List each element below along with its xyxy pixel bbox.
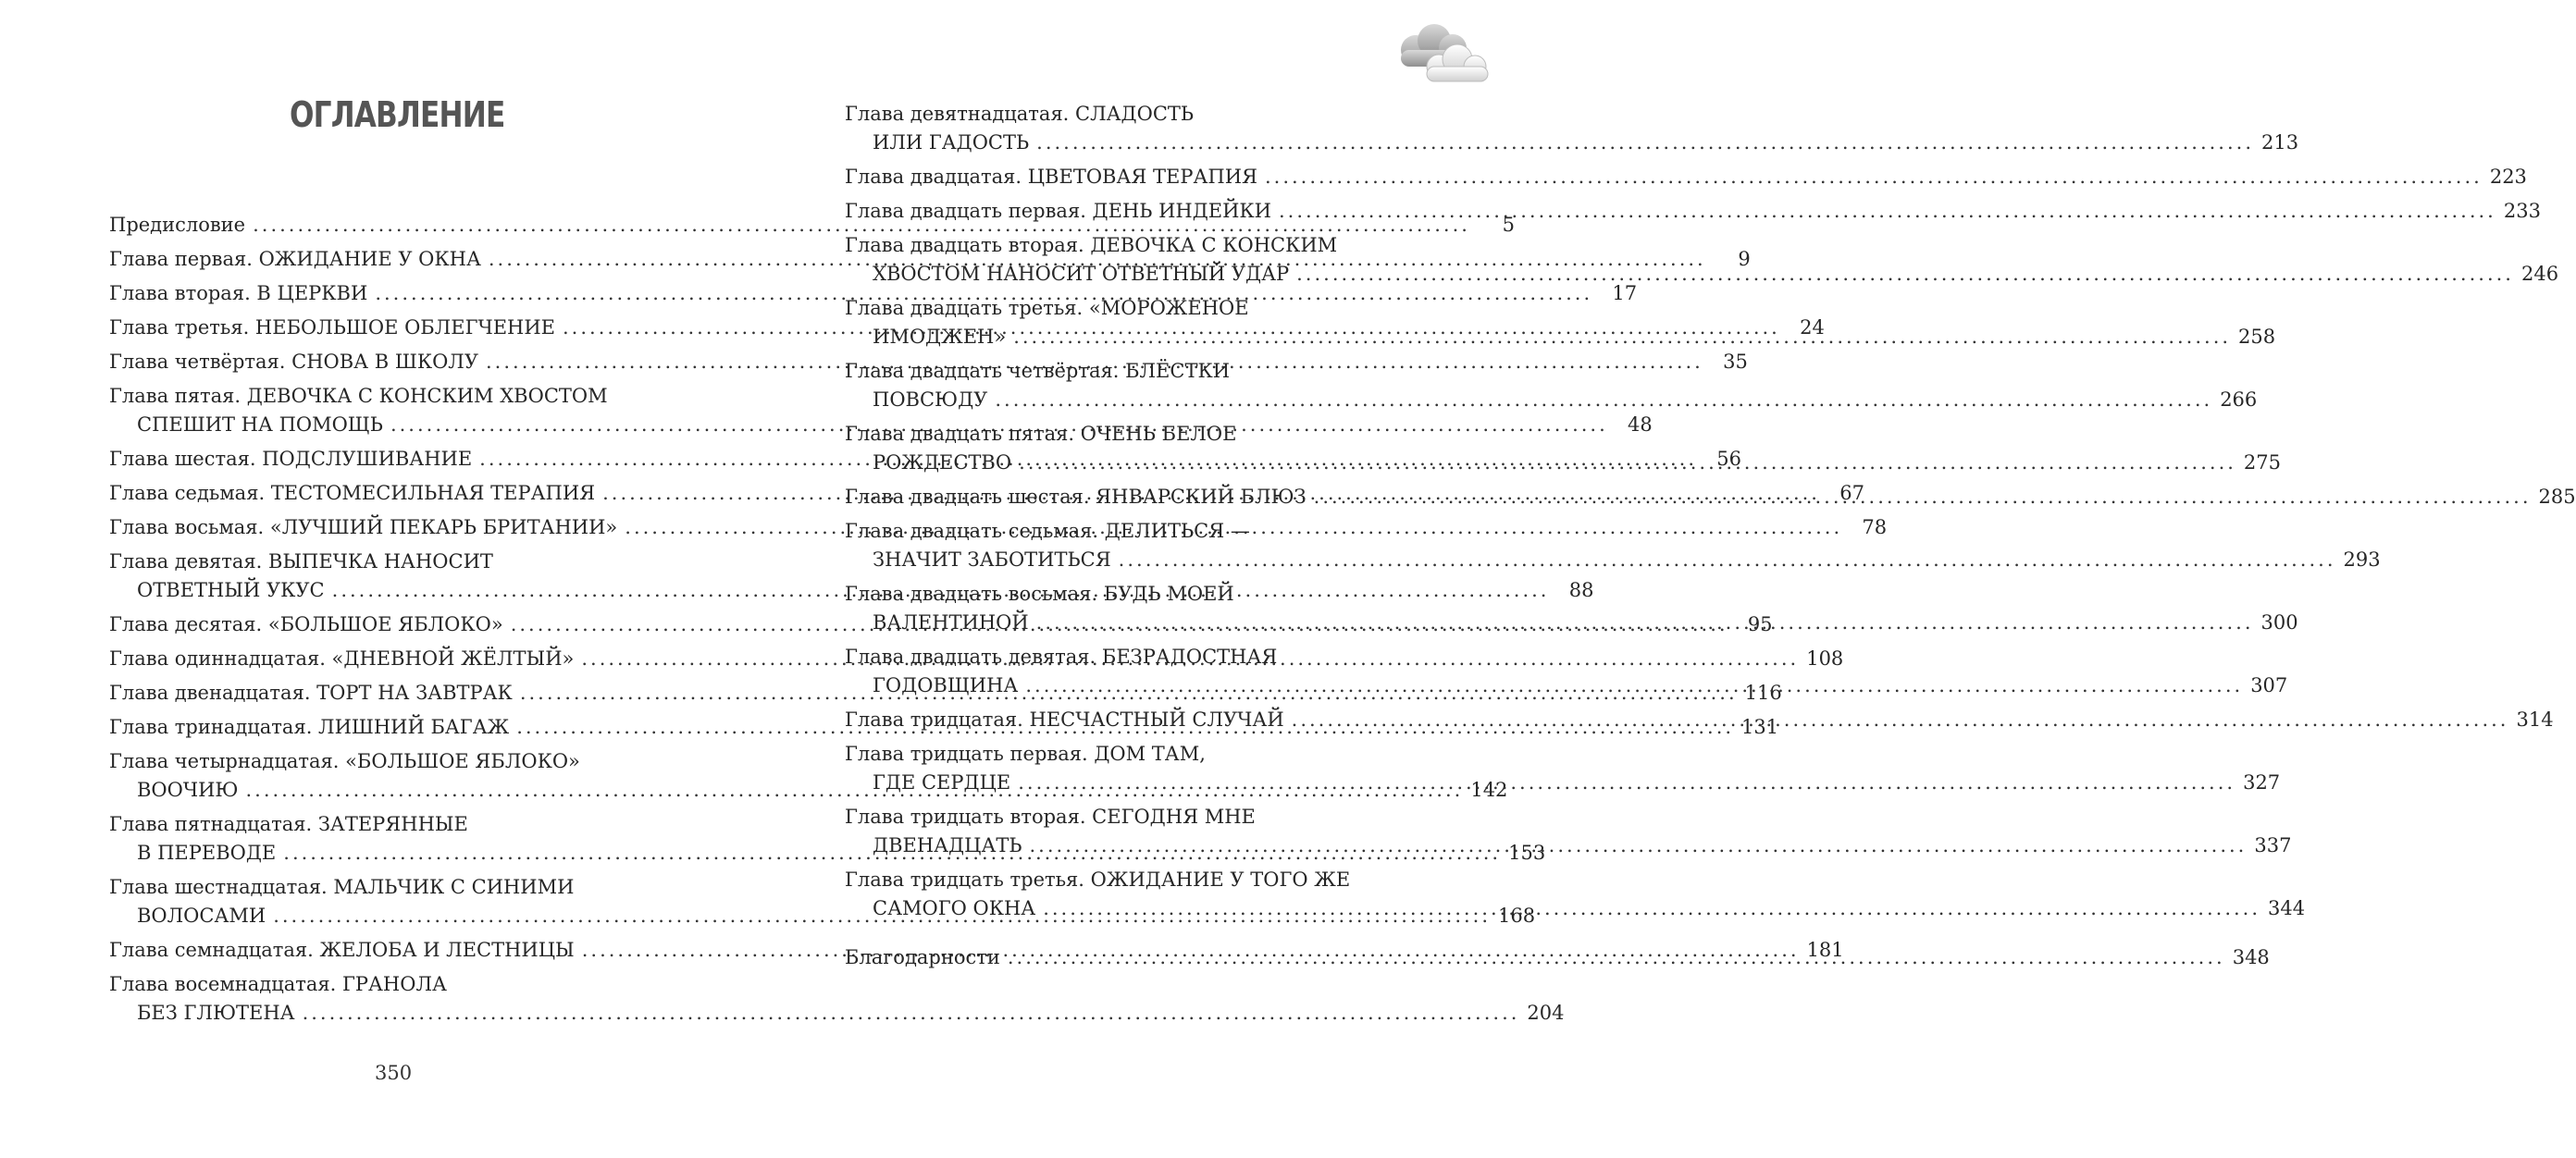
toc-entry-page: 116 [1744,682,1782,704]
toc-entry-title: Глава двадцать девятая. БЕЗРАДОСТНАЯ [845,646,1278,668]
toc-entry-title: ИМОДЖЕН» [873,326,1007,348]
toc-entry-page: 5 [1502,214,1515,236]
toc-entry-page: 95 [1747,613,1773,635]
toc-entry-title: ХВОСТОМ НАНОСИТ ОТВЕТНЫЙ УДАР [873,263,1290,285]
toc-entry-page: 327 [2243,771,2281,794]
toc-entry-title: Глава тридцать третья. ОЖИДАНИЕ У ТОГО ЖЕ [845,868,1351,891]
toc-entry-title: БЕЗ ГЛЮТЕНА [137,1002,295,1024]
toc-entry-title: ГДЕ СЕРДЦЕ [873,771,1011,794]
dot-leader [1043,894,2260,923]
toc-entry-page: 204 [1527,1002,1565,1024]
dot-leader [1292,706,2509,734]
toc-entry-page: 258 [2238,326,2276,348]
toc-entry-title: Глава первая. ОЖИДАНИЕ У ОКНА [109,248,481,270]
toc-entry-title: ИЛИ ГАДОСТЬ [873,131,1030,154]
toc-entry-page: 24 [1800,316,1825,339]
dot-leader [1314,483,2532,511]
toc-entry-page: 213 [2261,131,2299,154]
toc-entry-page: 142 [1470,779,1508,801]
toc-entry-title: Глава тридцать первая. ДОМ ТАМ, [845,743,1206,765]
toc-entry-page: 35 [1723,351,1748,373]
toc-entry [109,970,1565,1028]
toc-entry-page: 300 [2260,611,2298,634]
dot-leader [1030,832,2248,860]
toc-entry-title: Глава двадцать третья. «МОРОЖЕНОЕ [845,297,1249,319]
toc-entry-page: 108 [1806,647,1844,670]
cloud-icon [1388,20,1494,90]
toc-entry-title: Глава третья. НЕБОЛЬШОЕ ОБЛЕГЧЕНИЕ [109,316,555,339]
dot-leader [1279,197,2496,226]
toc-entry-title: ДВЕНАДЦАТЬ [873,834,1022,856]
toc-entry-page: 153 [1508,842,1546,864]
dot-leader [1119,546,2336,574]
toc-entry-title: Глава восемнадцатая. ГРАНОЛА [109,973,447,995]
toc-entry-page: 293 [2343,548,2381,571]
toc-entry-title: Глава четырнадцатая. «БОЛЬШОЕ ЯБЛОКО» [109,750,580,772]
toc-entry-page: 9 [1738,248,1751,270]
toc-entry-page: 67 [1839,482,1864,504]
toc-entry-page: 56 [1716,448,1742,470]
toc-entry-page: 314 [2516,708,2554,731]
toc-entry-title: Глава тридцать вторая. СЕГОДНЯ МНЕ [845,806,1256,828]
toc-entry [845,100,2299,157]
toc-entry [845,231,2559,289]
toc-entry-title: Глава шестнадцатая. МАЛЬЧИК С СИНИМИ [109,876,575,898]
toc-entry-page: 223 [2489,166,2527,188]
toc-entry-title: Глава двадцать четвёртая. БЛЁСТКИ [845,360,1231,382]
toc-entry-page: 266 [2220,388,2258,411]
dot-leader [1265,163,2483,191]
toc-entry-title: Глава одиннадцатая. «ДНЕВНОЙ ЖЁЛТЫЙ» [109,647,575,670]
toc-entry-page: 275 [2243,451,2282,474]
toc-entry-title: ГОДОВЩИНА [873,674,1019,696]
toc-entry-title: СПЕШИТ НА ПОМОЩЬ [137,413,383,436]
toc-entry-title: Глава девятая. ВЫПЕЧКА НАНОСИТ [109,550,493,573]
dot-leader [995,386,2212,414]
page-title: ОГЛАВЛЕНИЕ [290,94,505,135]
page-number: 350 [375,1062,413,1084]
toc-entry-title: Глава двадцать пятая. ОЧЕНЬ БЕЛОЕ [845,423,1237,445]
toc-entry-title: Глава пятая. ДЕВОЧКА С КОНСКИМ ХВОСТОМ [109,385,608,407]
dot-leader [1296,260,2514,289]
dot-leader [1008,943,2225,972]
dot-leader [1019,449,2236,477]
toc-entry-title: Глава десятая. «БОЛЬШОЕ ЯБЛОКО» [109,613,503,635]
toc-entry-title: Глава девятнадцатая. СЛАДОСТЬ [845,103,1195,125]
toc-entry-page: 48 [1628,413,1653,436]
toc-entry-title: РОЖДЕСТВО [873,451,1012,474]
toc-entry-page: 246 [2520,263,2559,285]
toc-entry-page: 168 [1498,905,1536,927]
toc-entry-title: Глава двадцать вторая. ДЕВОЧКА С КОНСКИМ [845,234,1338,256]
toc-entry-page: 307 [2250,674,2288,696]
toc-entry-page: 348 [2232,946,2270,968]
toc-entry-title: Глава четвёртая. СНОВА В ШКОЛУ [109,351,478,373]
dot-leader [1036,609,2254,637]
toc-entry-page: 88 [1568,579,1594,601]
toc-entry-title: Глава двадцатая. ЦВЕТОВАЯ ТЕРАПИЯ [845,166,1257,188]
toc-entry-page: 337 [2254,834,2292,856]
toc-entry-page: 285 [2538,486,2576,508]
toc-entry-title: ВАЛЕНТИНОЙ [873,611,1029,634]
toc-entry-title: Глава восьмая. «ЛУЧШИЙ ПЕКАРЬ БРИТАНИИ» [109,516,618,538]
toc-entry-title: Глава седьмая. ТЕСТОМЕСИЛЬНАЯ ТЕРАПИЯ [109,482,596,504]
toc-entry-title: ЗНАЧИТ ЗАБОТИТЬСЯ [873,548,1111,571]
toc-entry-title: ВООЧИЮ [137,779,239,801]
toc-entry-title: ВОЛОСАМИ [137,905,266,927]
toc-entry-title: Глава пятнадцатая. ЗАТЕРЯННЫЕ [109,813,468,835]
toc-entry-title: ОТВЕТНЫЙ УКУС [137,579,325,601]
toc-entry-title: Глава двенадцатая. ТОРТ НА ЗАВТРАК [109,682,513,704]
toc-entry-title: Глава тринадцатая. ЛИШНИЙ БАГАЖ [109,716,510,738]
toc-entry-title: Глава шестая. ПОДСЛУШИВАНИЕ [109,448,473,470]
toc-entry-page: 181 [1806,939,1844,961]
toc-entry-title: В ПЕРЕВОДЕ [137,842,277,864]
toc-entry-title: САМОГО ОКНА [873,897,1036,919]
dot-leader [1013,323,2231,351]
toc-entry-page: 131 [1741,716,1779,738]
toc-entry-page: 17 [1612,282,1638,304]
toc-entry-title: Предисловие [109,214,246,236]
dot-leader [1036,129,2254,157]
toc-entry-title: Глава тридцатая. НЕСЧАСТНЫЙ СЛУЧАЙ [845,708,1284,731]
toc-entry [845,163,2527,191]
toc-entry-title: Глава двадцать седьмая. ДЕЛИТЬСЯ — [845,520,1250,542]
dot-leader [1018,769,2235,797]
toc-entry-title: Глава семнадцатая. ЖЕЛОБА И ЛЕСТНИЦЫ [109,939,575,961]
toc-entry-title: Глава двадцать восьмая. БУДЬ МОЕЙ [845,583,1234,605]
toc-entry-page: 233 [2503,200,2541,222]
toc-entry-page: 344 [2268,897,2306,919]
toc-entry-title: ПОВСЮДУ [873,388,988,411]
toc-entry-page: 78 [1862,516,1888,538]
toc-entry-title: Глава двадцать шестая. ЯНВАРСКИЙ БЛЮЗ [845,486,1307,508]
toc-entry [845,197,2541,226]
dot-leader [1025,671,2243,700]
toc-entry-title: Благодарности [845,946,1000,968]
toc-entry-title: Глава вторая. В ЦЕРКВИ [109,282,368,304]
toc-entry-title: Глава двадцать первая. ДЕНЬ ИНДЕЙКИ [845,200,1271,222]
